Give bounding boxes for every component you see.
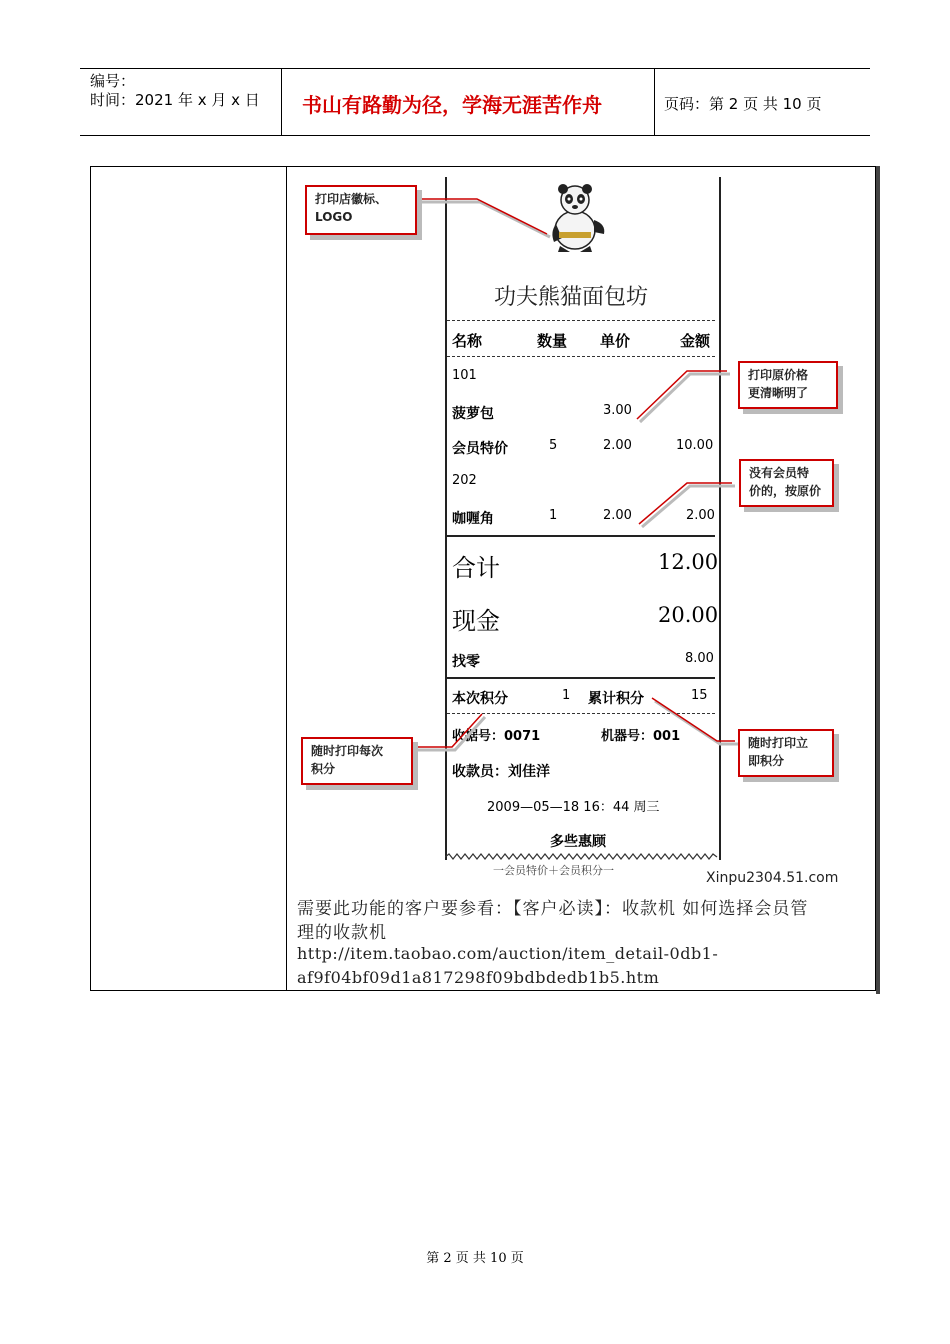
receipt-col-name: 名称 (452, 332, 483, 350)
receipt-change-label: 找零 (452, 654, 480, 670)
body-text-line2: 理的收款机 (297, 923, 387, 943)
body-text-line1: 需要此功能的客户要参看：【客户必读】：收款机 如何选择会员管 (297, 899, 809, 919)
callout-each-points-line2: 积分 (311, 762, 336, 776)
callout-each-points (301, 737, 413, 785)
callout-instant-points-line2: 即积分 (748, 754, 785, 768)
receipt-total-value: 12.00 (658, 550, 719, 574)
receipt-cash-value: 20.00 (658, 603, 719, 627)
callout-instant-points (738, 729, 834, 777)
watermark-text: Xinpu2304.51.com (706, 870, 839, 886)
receipt-cashier: 收款员：刘佳洋 (452, 764, 550, 780)
receipt-datetime: 2009—05—18 16：44 周三 (487, 800, 660, 815)
callout-each-points-line1: 随时打印每次 (311, 744, 384, 758)
receipt-shop-name: 功夫熊猫面包坊 (494, 285, 649, 310)
receipt-item1-code: 101 (452, 368, 477, 383)
table-shadow (876, 166, 880, 994)
receipt-change-value: 8.00 (685, 651, 714, 666)
table-column-divider (286, 166, 287, 991)
header-number: 编号： (90, 72, 136, 90)
receipt-machine-no: 机器号：001 (601, 729, 681, 744)
callout-logo-line1: 打印店徽标、 (315, 192, 388, 206)
receipt-item2-amount: 2.00 (686, 508, 715, 523)
callout-logo-line2: LOGO (315, 210, 353, 224)
header-divider-right (654, 68, 655, 136)
receipt-points-this-label: 本次积分 (452, 691, 508, 707)
callout-logo (305, 185, 417, 235)
header-motto: 书山有路勤为径，学海无涯苦作舟 (302, 93, 602, 117)
receipt-cash-label: 现金 (452, 607, 500, 635)
callout-original-price-line1: 打印原价格 (748, 368, 809, 382)
receipt-item1-qty: 5 (549, 438, 558, 453)
header-time: 时间：2021 年 x 月 x 日 (90, 91, 260, 109)
body-link-line2[interactable]: af9f04bf09d1a817298f09bdbdedb1b5.htm (297, 968, 660, 987)
page-footer: 第 2 页 共 10 页 (426, 1251, 524, 1266)
callout-original-price-line2: 更清晰明了 (748, 386, 809, 400)
callout-no-member-price (739, 459, 834, 507)
receipt-receipt-no: 收据号：0071 (452, 729, 541, 744)
receipt-torn-edge (445, 853, 719, 861)
receipt-points-total-value: 15 (691, 688, 708, 703)
receipt-caption: 一会员特价＋会员积分一 (493, 864, 614, 877)
header-page-number: 页码：第 2 页 共 10 页 (664, 95, 822, 113)
receipt-points-total-label: 累计积分 (588, 691, 644, 707)
receipt-col-qty: 数量 (537, 332, 568, 350)
body-link-line1[interactable]: http://item.taobao.com/auction/item_detail-0db1- (297, 944, 719, 963)
receipt-item2-qty: 1 (549, 508, 558, 523)
receipt-col-price: 单价 (600, 332, 631, 350)
receipt-thanks: 多些惠顾 (550, 834, 606, 850)
receipt-col-amount: 金额 (680, 332, 711, 350)
receipt-item1-name: 菠萝包 (452, 406, 494, 422)
receipt-item2-code: 202 (452, 473, 477, 488)
callout-no-member-line1: 没有会员特 (749, 466, 810, 480)
callout-original-price (738, 361, 838, 409)
receipt-points-this-value: 1 (562, 688, 571, 703)
receipt-item2-price: 2.00 (603, 508, 632, 523)
callout-no-member-line2: 价的，按原价 (749, 484, 822, 498)
receipt-item1-member-label: 会员特价 (452, 441, 508, 457)
receipt-total-label: 合计 (452, 554, 500, 582)
receipt-item1-orig-price: 3.00 (603, 403, 632, 418)
receipt-item1-price: 2.00 (603, 438, 632, 453)
receipt-item1-amount: 10.00 (676, 438, 714, 453)
header-top-rule (80, 68, 870, 69)
callout-instant-points-line1: 随时打印立 (748, 736, 809, 750)
receipt-item2-name: 咖喱角 (452, 511, 494, 527)
header-bottom-rule (80, 135, 870, 136)
header-divider-left (281, 68, 282, 136)
